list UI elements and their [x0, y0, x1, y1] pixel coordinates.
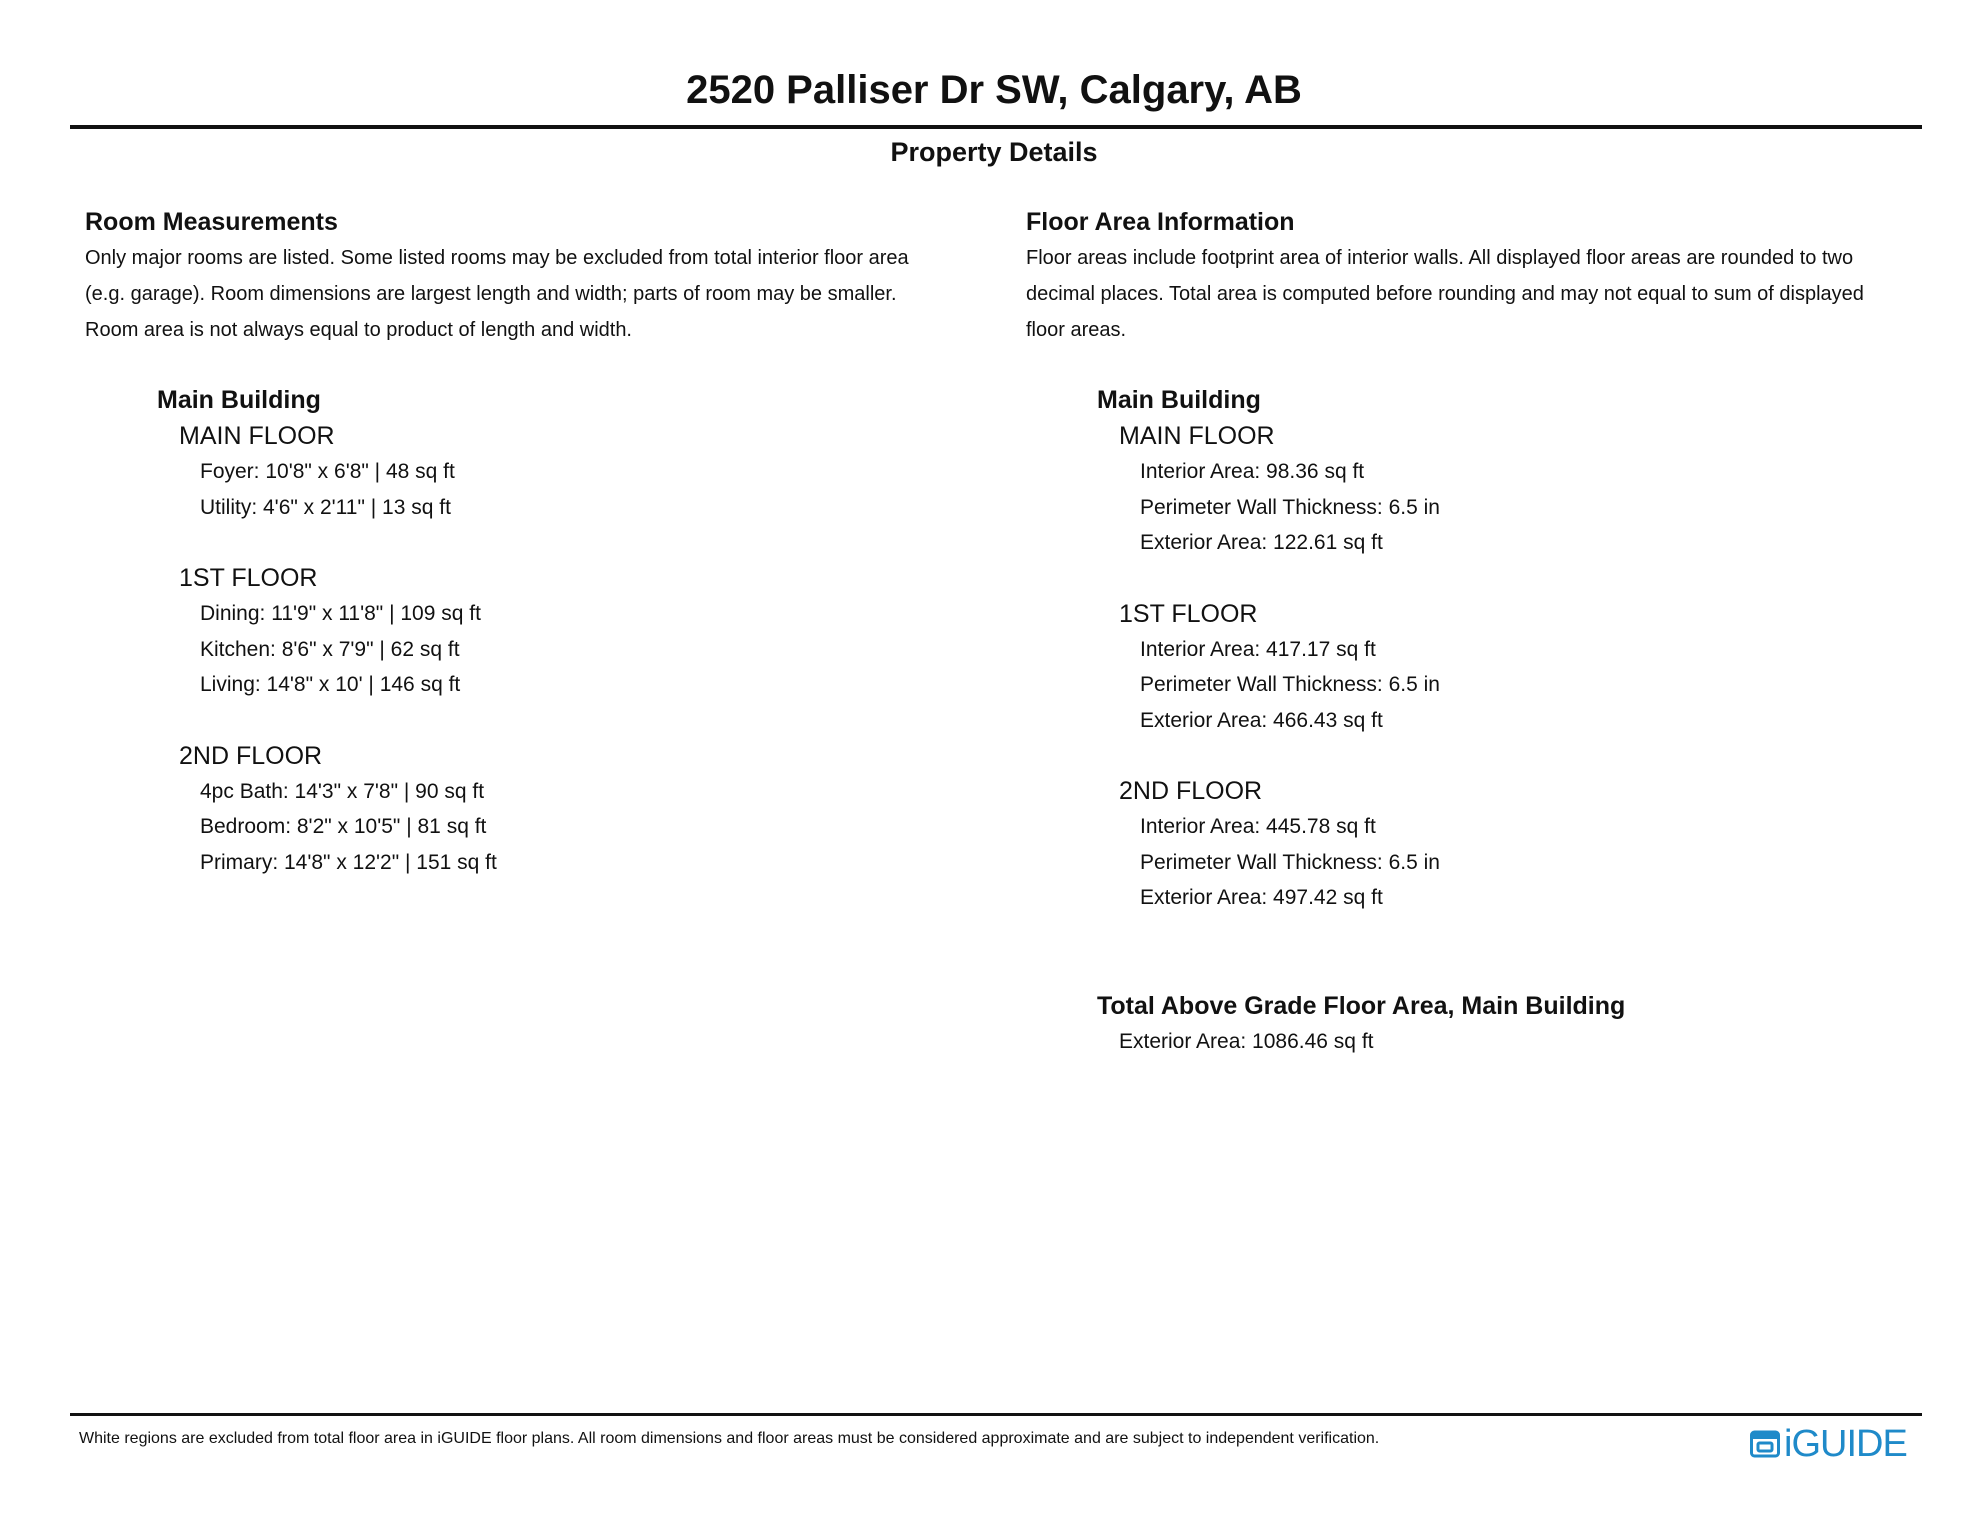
page-title: 2520 Palliser Dr SW, Calgary, AB	[686, 68, 1302, 112]
floor-area-description-line: Floor areas include footprint area of interior walls. All displayed floor areas are rounded to two	[1026, 247, 1854, 269]
room-entry: Utility: 4'6" x 2'11" | 13 sq ft	[200, 495, 451, 519]
room-entry: Kitchen: 8'6" x 7'9" | 62 sq ft	[200, 637, 460, 661]
building-heading: Main Building	[1097, 386, 1261, 414]
total-area-block	[1097, 988, 1625, 1060]
floor-name: 1ST FLOOR	[1119, 599, 1258, 628]
floor-name: MAIN FLOOR	[179, 422, 335, 450]
floor-group	[179, 738, 497, 881]
area-entry: Perimeter Wall Thickness: 6.5 in	[1140, 495, 1440, 519]
floor-area-description-line: decimal places. Total area is computed before rounding and may not equal to sum of displayed	[1026, 283, 1864, 305]
header-divider	[70, 125, 1922, 129]
room-measurements-description-line: Only major rooms are listed. Some listed rooms may be excluded from total interior floor area	[85, 247, 909, 269]
floor-area-building	[1097, 382, 1440, 916]
area-entry: Exterior Area: 466.43 sq ft	[1140, 708, 1383, 732]
room-measurements-heading: Room Measurements	[85, 208, 338, 236]
room-measurements-description-line: Room area is not always equal to product of length and width.	[85, 319, 632, 341]
floor-group	[179, 418, 497, 525]
footer-disclaimer: White regions are excluded from total floor area in iGUIDE floor plans. All room dimensions and floor areas must be considered approximate and are subject to independent verification.	[79, 1430, 1380, 1447]
room-measurements-description-line: (e.g. garage). Room dimensions are largest length and width; parts of room may be smaller.	[85, 283, 897, 305]
floor-name: 2ND FLOOR	[179, 741, 323, 770]
total-area-value: Exterior Area: 1086.46 sq ft	[1119, 1030, 1374, 1053]
room-entry: 4pc Bath: 14'3" x 7'8" | 90 sq ft	[200, 779, 485, 803]
floor-name: MAIN FLOOR	[1119, 422, 1275, 450]
page-subtitle: Property Details	[890, 137, 1098, 167]
area-entry: Interior Area: 417.17 sq ft	[1140, 637, 1376, 661]
area-entry: Perimeter Wall Thickness: 6.5 in	[1140, 673, 1440, 696]
iguide-logo	[1750, 1422, 1907, 1466]
iguide-logo-text: iGUIDE	[1784, 1423, 1907, 1465]
area-entry: Exterior Area: 122.61 sq ft	[1140, 531, 1383, 554]
floor-group	[1119, 596, 1440, 739]
room-entry: Bedroom: 8'2" x 10'5" | 81 sq ft	[200, 815, 487, 838]
floor-name: 1ST FLOOR	[179, 564, 318, 592]
room-entry: Dining: 11'9" x 11'8" | 109 sq ft	[200, 602, 481, 625]
floor-area-heading: Floor Area Information	[1026, 208, 1295, 236]
iguide-logo-icon	[1750, 1429, 1780, 1459]
floor-group	[1119, 773, 1440, 916]
room-entry: Living: 14'8" x 10' | 146 sq ft	[200, 673, 461, 696]
room-measurements-section	[85, 204, 985, 348]
total-area-heading: Total Above Grade Floor Area, Main Building	[1097, 992, 1626, 1020]
area-entry: Perimeter Wall Thickness: 6.5 in	[1140, 850, 1440, 874]
floor-area-section	[1026, 204, 1931, 348]
footer-divider	[70, 1413, 1922, 1416]
room-entry: Primary: 14'8" x 12'2" | 151 sq ft	[200, 850, 497, 874]
floor-group	[1119, 418, 1440, 561]
area-entry: Exterior Area: 497.42 sq ft	[1140, 886, 1383, 909]
floor-group	[179, 560, 497, 703]
floor-name: 2ND FLOOR	[1119, 777, 1263, 805]
area-entry: Interior Area: 98.36 sq ft	[1140, 460, 1365, 483]
floor-area-description-line: floor areas.	[1026, 319, 1127, 341]
room-measurements-building	[157, 382, 497, 880]
room-entry: Foyer: 10'8" x 6'8" | 48 sq ft	[200, 460, 455, 483]
building-heading: Main Building	[157, 386, 321, 414]
area-entry: Interior Area: 445.78 sq ft	[1140, 815, 1376, 838]
